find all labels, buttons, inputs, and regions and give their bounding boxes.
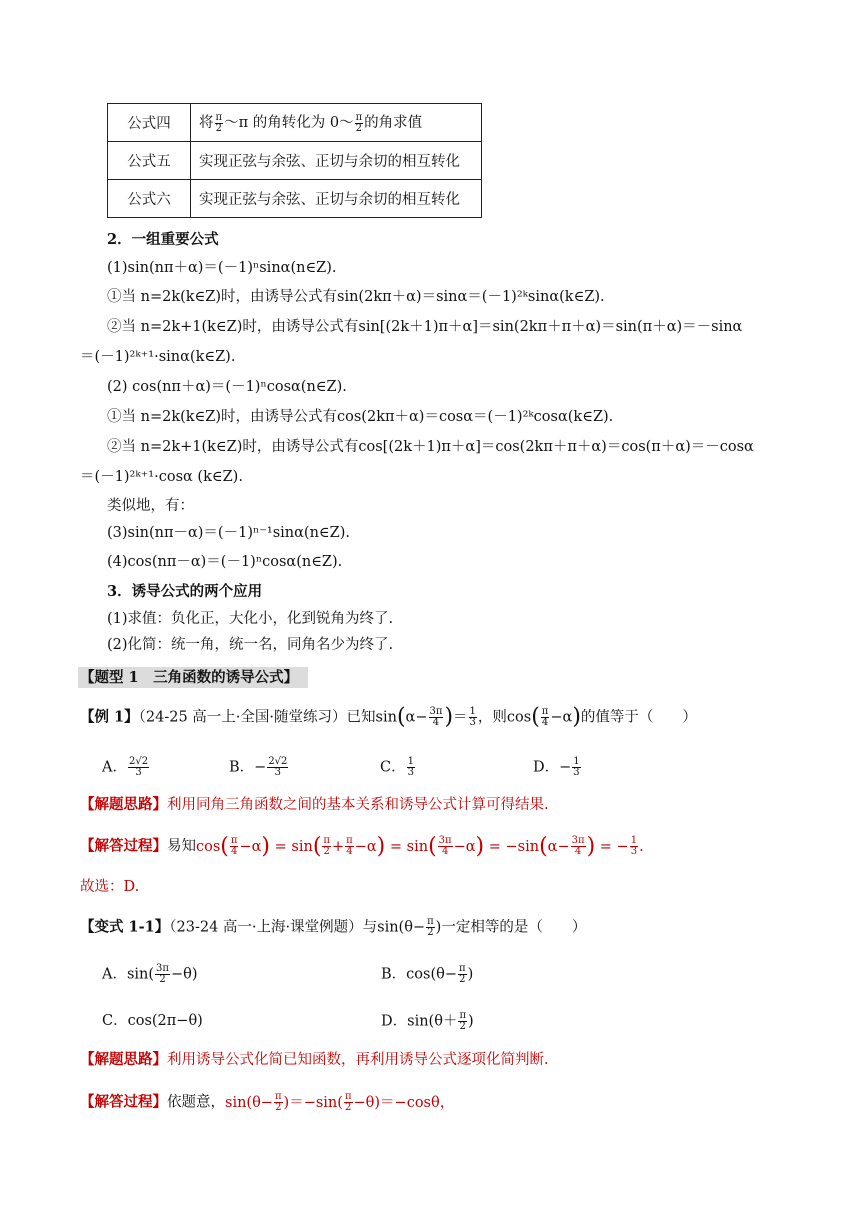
similar-text: 类似地，有： [107, 498, 194, 514]
example1-option-c: C． $\frac{1}{3}$ [380, 756, 414, 778]
example1-process: 【解答过程】易知cos( $\frac{\pi}{4}$ −α) = sin( $\frac{\pi}{2}$ + $\frac{\pi}{4}$ −α) = sin( $\frac{3\pi}{4}$ −α) = −sin(α− $\frac{3\pi}{4}$ ) = − $\frac{1}{3}$ . [80, 833, 644, 859]
variant-idea: 【解题思路】利用诱导公式化简已知函数，再利用诱导公式逐项化简判断. [80, 1051, 549, 1068]
table-cell-desc: 将 $\frac{\pi}{2}$ ～π 的角转化为 0～ $\frac{\pi}{2}$ 的角求值 [191, 104, 482, 142]
formula-1: (1)sin(nπ＋α)＝(－1)ⁿsinα(n∈Z). [107, 260, 337, 276]
formula-table [107, 103, 482, 218]
table-cell-name: 公式五 [108, 142, 191, 180]
example1-option-a: A． $\frac{2√2}{3}$ [102, 756, 149, 778]
example1-option-d: D．− $\frac{1}{3}$ [533, 756, 580, 778]
table-cell-name: 公式四 [108, 104, 191, 142]
table-row [108, 180, 482, 218]
application-2: (2)化简：统一角，统一名，同角名少为终了. [107, 637, 394, 653]
variant-option-a: A．sin( $\frac{3\pi}{2}$ −θ) [102, 963, 198, 985]
example1-choice: 故选：D. [80, 879, 140, 895]
variant-option-d: D．sin(θ＋ $\frac{\pi}{2}$ ) [381, 1010, 474, 1032]
variant-option-c: C．cos(2π−θ) [102, 1013, 203, 1029]
table-row [108, 142, 482, 180]
formula-4: (4)cos(nπ－α)＝(－1)ⁿcosα(n∈Z). [107, 554, 343, 570]
section3-title: 3．诱导公式的两个应用 [107, 583, 263, 600]
table-cell-desc: 实现正弦与余弦、正切与余切的相互转化 [191, 142, 482, 180]
formula-2a: ①当 n=2k(k∈Z)时，由诱导公式有cos(2kπ＋α)＝cosα＝(－1)²ᵏcosα(k∈Z). [107, 409, 614, 425]
example1-question: 【例 1】（24-25 高一上·全国·随堂练习）已知sin(α− $\frac{3\pi}{4}$ )＝ $\frac{1}{3}$ ，则cos( $\frac{\pi}{4}$ −α)的值等于（ ） [80, 704, 697, 730]
variant-process: 【解答过程】依题意，sin(θ− $\frac{\pi}{2}$ )＝−sin( $\frac{\pi}{2}$ −θ)＝−cosθ， [80, 1091, 455, 1113]
variant-option-b: B．cos(θ− $\frac{\pi}{2}$ ) [381, 963, 474, 985]
formula-1b-cont: ＝(－1)²ᵏ⁺¹·sinα(k∈Z). [80, 349, 236, 365]
table-row [108, 104, 482, 142]
section2-title: 2．一组重要公式 [107, 231, 219, 248]
formula-3: (3)sin(nπ－α)＝(－1)ⁿ⁻¹sinα(n∈Z). [107, 525, 350, 541]
formula-2b: ②当 n=2k+1(k∈Z)时，由诱导公式有cos[(2k＋1)π＋α]＝cos(2kπ＋π＋α)＝cos(π＋α)＝－cosα [107, 439, 754, 455]
formula-2: (2) cos(nπ＋α)＝(－1)ⁿcosα(n∈Z). [107, 379, 347, 395]
table-cell-desc: 实现正弦与余弦、正切与余切的相互转化 [191, 180, 482, 218]
variant-question: 【变式 1-1】（23-24 高一·上海·课堂例题）与sin(θ− $\frac{\pi}{2}$ )一定相等的是（ ） [80, 916, 587, 938]
application-1: (1)求值：负化正，大化小，化到锐角为终了. [107, 611, 394, 627]
table-cell-name: 公式六 [108, 180, 191, 218]
example1-option-b: B．− $\frac{2√2}{3}$ [229, 756, 288, 778]
question-type-tag: 【题型 1 三角函数的诱导公式】 [78, 667, 308, 688]
formula-1b: ②当 n=2k+1(k∈Z)时，由诱导公式有sin[(2k＋1)π＋α]＝sin(2kπ＋π＋α)＝sin(π＋α)＝－sinα [107, 319, 743, 335]
formula-2b-cont: ＝(－1)²ᵏ⁺¹·cosα (k∈Z). [80, 469, 243, 485]
example1-idea: 【解题思路】利用同角三角函数之间的基本关系和诱导公式计算可得结果. [80, 796, 549, 813]
formula-1a: ①当 n=2k(k∈Z)时，由诱导公式有sin(2kπ＋α)＝sinα＝(－1)²ᵏsinα(k∈Z). [107, 289, 605, 305]
